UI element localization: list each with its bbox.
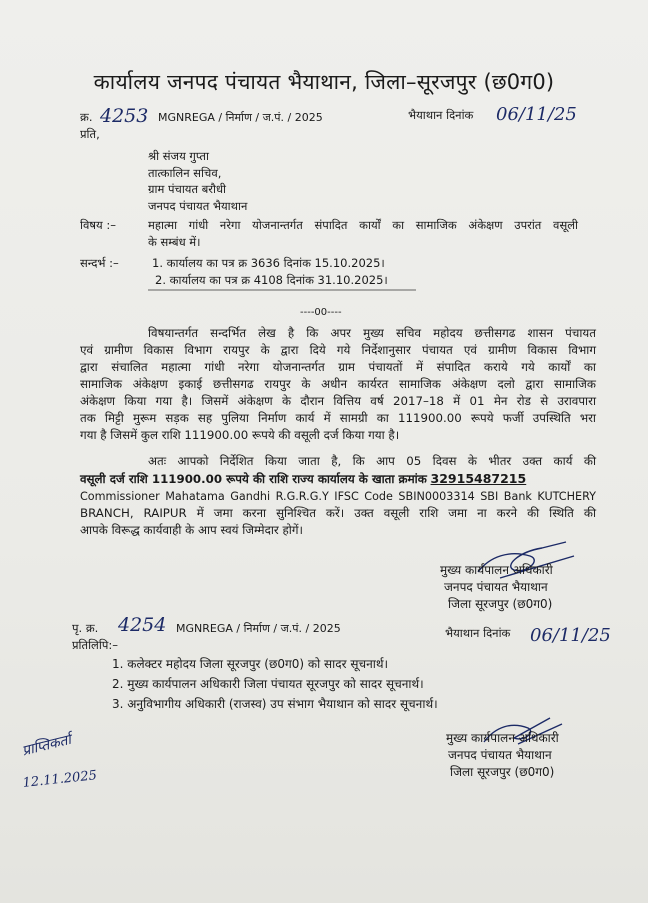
signature-line: जनपद पंचायत भैयाथान — [444, 580, 548, 594]
paragraph-line: गया है जिसमें कुल राशि 111900.00 रूपये की वसूली दर्ज किया गया है। — [80, 428, 400, 442]
recovery-amount-text: वसूली दर्ज राशि 111900.00 रूपये की राशि राज्य कार्यालय के खाता क्रमांक — [80, 472, 427, 486]
paragraph-line: BRANCH, RAIPUR में जमा करना सुनिश्चित करें। उक्त वसूली राशि जमा ना करने की स्थिति की — [80, 506, 596, 520]
signature-block-2 — [446, 730, 559, 781]
handwritten-ref-number: 4253 — [100, 105, 149, 127]
addressee-line: तात्कालिन सचिव, — [148, 165, 222, 180]
separator: ----00---- — [300, 307, 342, 318]
handwritten-date-2: 06/11/25 — [530, 625, 611, 646]
signature-line: मुख्य कार्यपालन अधिकारी — [446, 731, 559, 745]
paragraph-line: विषयान्तर्गत सन्दर्भित लेख है कि अपर मुख्य सचिव महोदय छत्तीसगढ शासन पंचायत — [148, 326, 596, 340]
addressee-line: ग्राम पंचायत बरौधी — [148, 182, 226, 196]
subject-line: महात्मा गांधी नरेगा योजनान्तर्गत संपादित कार्यों का सामाजिक अंकेक्षण उपरांत वसूली — [148, 218, 578, 232]
ref2-suffix: MGNREGA / निर्माण / ज.पं. / 2025 — [176, 622, 341, 635]
paragraph-line: सामाजिक अंकेक्षण इकाई छत्तीसगढ रायपुर के अधीन कार्यरत सामाजिक अंकेक्षण दलो द्वारा सामाजिक — [80, 377, 596, 391]
subject-label: विषय :– — [80, 218, 116, 232]
addressee-line: जनपद पंचायत भैयाथान — [148, 198, 248, 213]
paragraph-line: अतः आपको निर्देशित किया जाता है, कि आप 05 दिवस के भीतर उक्त कार्य की — [148, 454, 596, 468]
body-paragraph-1 — [80, 325, 596, 444]
handwritten-ref2-number: 4254 — [118, 614, 167, 636]
signature-line: मुख्य कार्यपालन अधिकारी — [440, 563, 553, 577]
signature-block-1 — [440, 562, 553, 613]
subject-line: के सम्बंध में। — [148, 234, 201, 249]
ref2-date-label: भैयाथान दिनांक — [445, 626, 511, 640]
ref-prefix: क्र. — [80, 110, 93, 124]
signature-line: जिला सूरजपुर (छ0ग0) — [448, 597, 553, 611]
handwritten-date: 06/11/25 — [496, 104, 577, 125]
copy-item: 3. अनुविभागीय अधिकारी (राजस्व) उप संभाग भैयाथान को सादर सूचनार्थ। — [112, 697, 438, 711]
account-number: 32915487215 — [430, 471, 527, 486]
pratilipi-label: प्रतिलिपि:– — [72, 638, 118, 652]
paragraph-line: अंकेक्षण किया गया है। जिसमें अंकेक्षण के दौरान वित्तिय वर्ष 2017–18 में 01 मेन रोड से उरावपारा — [80, 394, 596, 408]
copies-list — [112, 656, 438, 713]
addressee-line: श्री संजय गुप्ता — [148, 149, 209, 163]
handwritten-receipt-note: प्राप्तिकर्ता — [20, 731, 73, 760]
paragraph-line: Commissioner Mahatama Gandhi R.G.R.G.Y IFSC Code SBIN0003314 SBI Bank KUTCHERY — [80, 490, 596, 503]
ref-suffix: MGNREGA / निर्माण / ज.पं. / 2025 — [158, 111, 323, 124]
paragraph-line: एवं ग्रामीण विकास विभाग रायपुर के द्वारा दिये गये निर्देशानुसार पंचायत एवं ग्रामीण विकास विभाग — [80, 343, 596, 357]
paragraph-line: आपके विरूद्ध कार्यवाही के आप स्वयं जिम्मेदार होगें। — [80, 523, 303, 537]
addressee-block — [148, 148, 247, 214]
handwritten-receipt-date: 12.11.2025 — [22, 768, 98, 791]
subject-text — [148, 217, 578, 250]
signature-line: जिला सूरजपुर (छ0ग0) — [450, 765, 555, 779]
prati-label: प्रति, — [80, 127, 100, 141]
body-paragraph-2 — [80, 453, 596, 539]
copy-item: 1. कलेक्टर महोदय जिला सूरजपुर (छ0ग0) को सादर सूचनार्थ। — [112, 657, 389, 671]
signature-line: जनपद पंचायत भैयाथान — [448, 748, 552, 762]
paragraph-line: द्वारा संचालित महात्मा गांधी नरेगा योजनान्तर्गत ग्राम पंचायतों में संपादित कराये गये कार्यों का — [80, 360, 596, 374]
reference-label: सन्दर्भ :– — [80, 256, 119, 270]
reference-item: 2. कार्यालय का पत्र क्र 4108 दिनांक 31.10.2025। — [155, 273, 388, 287]
ref2-prefix: पृ. क्र. — [72, 621, 99, 635]
paragraph-line: तक मिट्टी मुरूम सड़क सह पुलिया निर्माण कार्य में सामग्री का 111900.00 रूपये फर्जी उपस्थिति भरा — [80, 411, 596, 425]
date-label: भैयाथान दिनांक — [408, 108, 474, 122]
reference-underline — [148, 288, 418, 292]
reference-item: 1. कार्यालय का पत्र क्र 3636 दिनांक 15.10.2025। — [152, 256, 385, 270]
copy-item: 2. मुख्य कार्यपालन अधिकारी जिला पंचायत सूरजपुर को सादर सूचनार्थ। — [112, 677, 424, 691]
paragraph-line — [80, 470, 596, 488]
office-title: कार्यालय जनपद पंचायत भैयाथान, जिला–सूरजपुर (छ0ग0) — [93, 70, 555, 94]
